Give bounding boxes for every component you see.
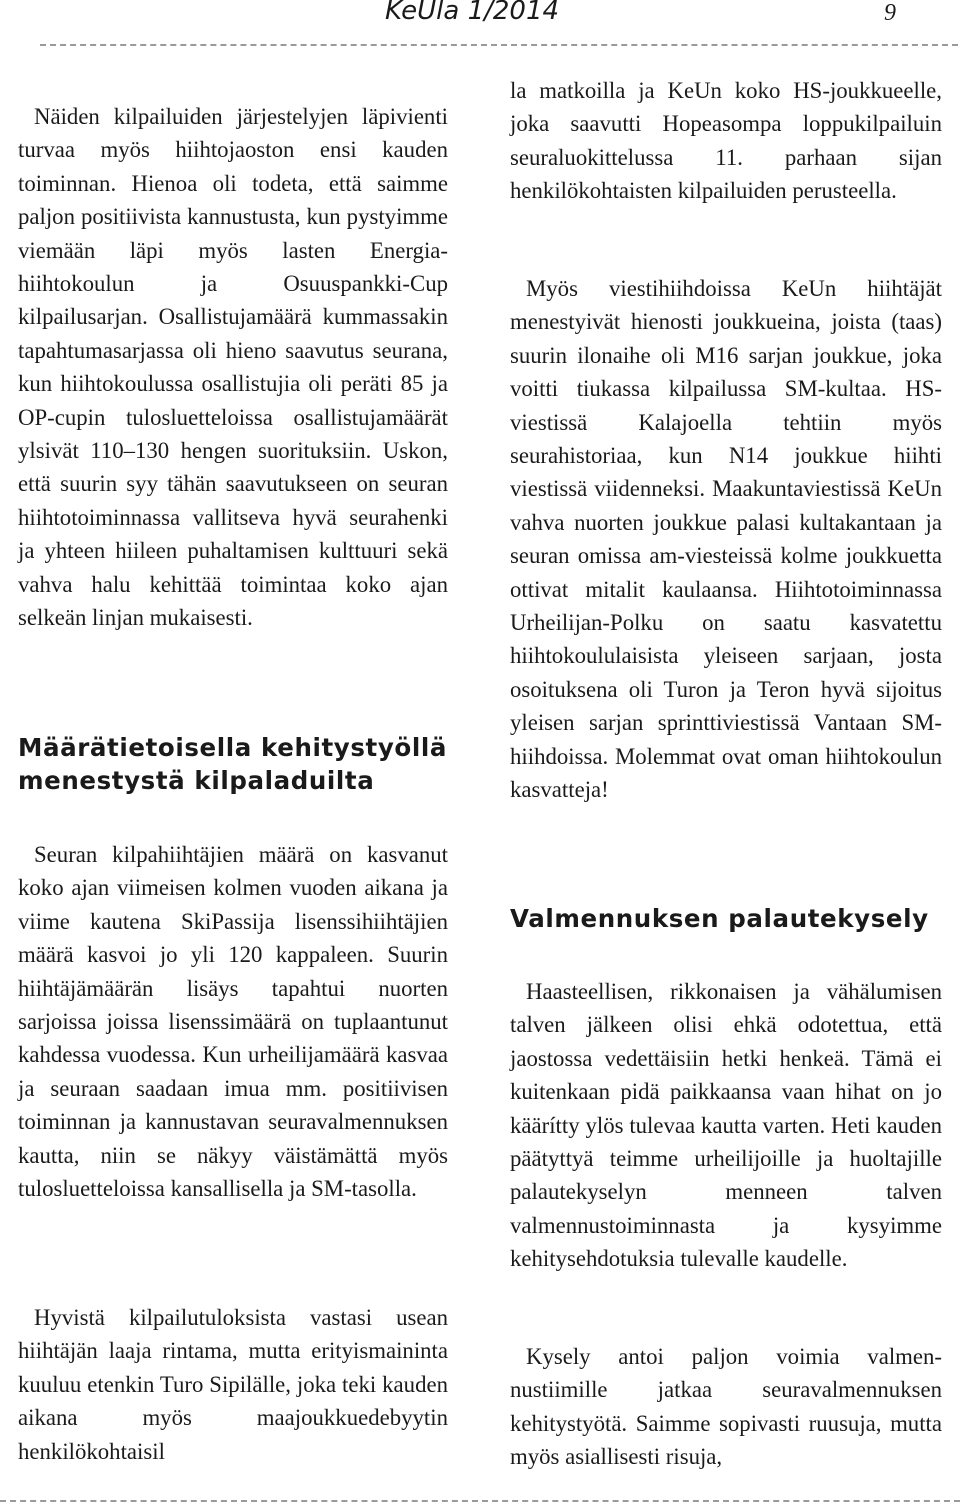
section-heading: Määrätietoisella kehitystyöllä menestystä kilpaladuilta [18,733,447,795]
page-header [0,0,960,44]
paragraph: Kysely antoi paljon voimia valmennustiimille jatkaa seuravalmennuksen kehitystyötä. Saimme sopivasti ruusuja, mutta myös asiallisesti risuja, [510,1344,942,1470]
section-heading: Valmennuksen palautekysely [510,904,929,933]
magazine-title: KeUla 1/2014 [385,0,560,26]
paragraph: Seuran kilpahiihtäjien määrä on kasvanut koko ajan viimeisen kolmen vuoden aikana ja viime kautena SkiPassija lisenssihiihtäjien määrä kasvoi jo yli 120 kappaleen. Suurin hiihtäjämäärän lisäys tapahtui nuorten sarjoissa joissa lisenssimäärä on tuplaantunut kahdessa vuodessa. Kun urheilijamäärä kasvaa ja seuraan saadaan imua mm. positiivisen toiminnan ja kannustavan seuravalmennuksen kautta, niin se näkyy väistämättä myös tulosluetteloissa kansallisella ja SM-tasolla. [18,842,448,1202]
paragraph: Näiden kilpailuiden järjestelyjen läpivienti turvaa myös hiihtojaoston ensi kauden toiminnan. Hienoa oli todeta, että saimme paljon positiivista kannustusta, kun pystyimme viemään läpi myös lasten Energia-hiihtokoulun ja Osuuspankki-Cup kilpailusarjan. Osallistujamäärä kummassakin tapahtumasarjassa oli hieno saavutus seurana, kun hiihtokoulussa osallistujia oli peräti 85 ja OP-cupin tulosluetteloissa osallistujamäärät ylsivät 110–130 hengen suorituksiin. Uskon, että suurin syy tähän saavutukseen on seuran hiihtotoiminnassa vallitseva hyvä seurahenki ja yhteen hiileen puhaltamisen kulttuuri sekä vahva halu kehittää toimintaa koko ajan selkeän linjan mukaisesti. [18,104,448,631]
paragraph: la matkoilla ja KeUn koko HS-joukkueelle, joka saavutti Hopeasompa loppukilpailuin seuraluokittelussa 11. parhaan sijan henkilökohtaisten kilpailuiden perusteella. [510,78,942,204]
paragraph: Myös viestihiihdoissa KeUn hiihtäjät menestyivät hienosti joukkueina, joista (taas) suurin ilonaihe oli M16 sarjan joukkue, joka voitti tiukassa kilpailussa SM-kultaa. HS-viestissä Kalajoella tehtiin myös seurahistoriaa, kun N14 joukkue hiihti viestissä viidenneksi. Maakuntaviestissä KeUn vahva nuorten joukkue palasi kultakantaan ja seuran omissa am-viesteissä kolme joukkuetta ottivat mitalit kaulaansa. Hiihtotoiminnassa Urheilijan-Polku on saatu kasvatettu hiihtokoululaisista yleiseen sarjaan, josta osoituksena oli Turon ja Teron hyvä sijoitus yleisen sarjan sprinttiviestissä Vantaan SM-hiihdoissa. Molemmat ovat oman hiihtokoulun kasvatteja! [510,276,942,803]
header-divider [40,44,958,46]
page-number: 9 [884,0,896,26]
paragraph: Hyvistä kilpailutuloksista vastasi usean hiihtäjän laaja rintama, mutta erityismaininta kuuluu etenkin Turo Sipilälle, joka teki kauden aikana myös maajoukkuedebyytin henkilökohtaisil [18,1305,448,1464]
paragraph: Haasteellisen, rikkonaisen ja vähälumisen talven jälkeen olisi ehkä odotettua, että jaostossa vedettäisiin hetki henkeä. Tämä ei kuitenkaan pidä paikkaansa vaan hihat on jo käärítty ylös tulevaa kautta varten. Heti kauden päätyttyä teimme urheilijoille ja huoltajille palautekyselyn menneen talven valmennustoiminnasta ja kysyimme kehitysehdotuksia tulevalle kaudelle. [510,979,942,1272]
footer-divider [0,1500,960,1502]
